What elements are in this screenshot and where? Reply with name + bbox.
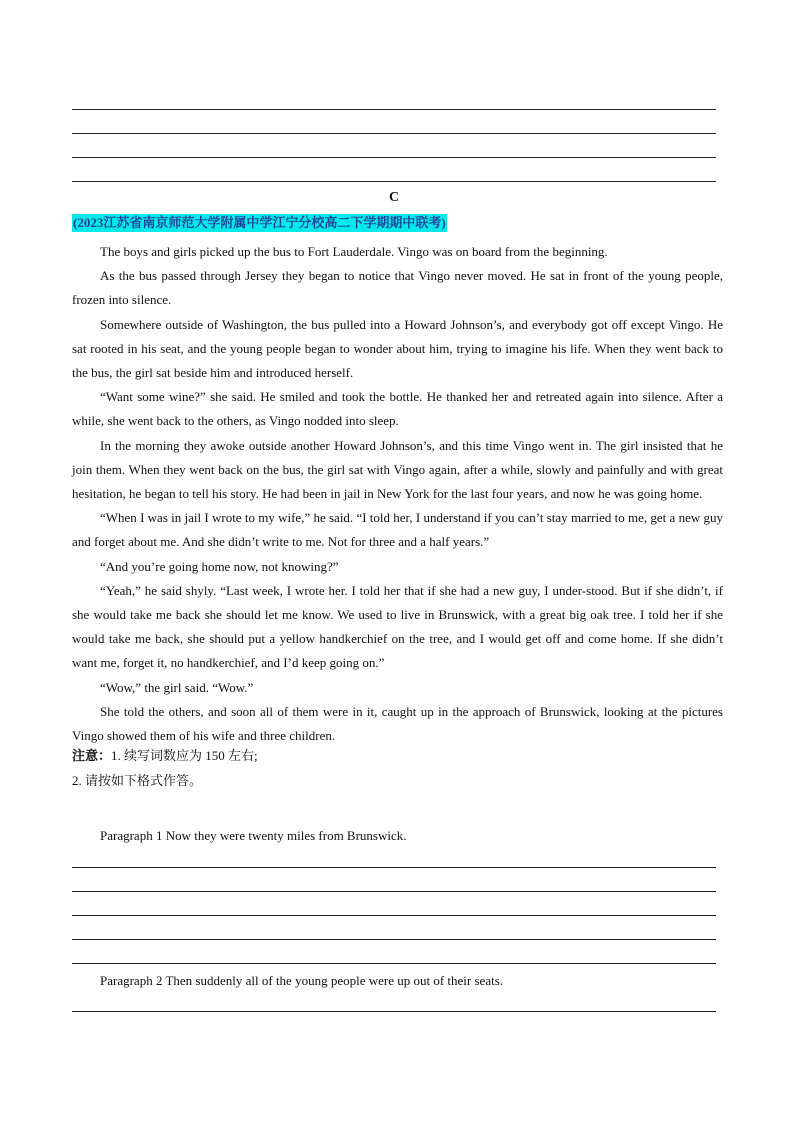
story-paragraph: “Wow,” the girl said. “Wow.” xyxy=(100,679,254,695)
story-text xyxy=(72,240,723,748)
instructions xyxy=(72,744,716,793)
answer-line xyxy=(72,133,716,134)
story-paragraph: “Want some wine?” she said. He smiled and took the bottle. He thanked her and retreated again into silence. After a while, she went back to the others, as Vingo nodded into sleep. xyxy=(72,389,723,429)
instruction-label: 注意： xyxy=(72,748,112,763)
story-paragraph: As the bus passed through Jersey they began to notice that Vingo never moved. He sat in front of the young people, frozen into silence. xyxy=(72,268,723,308)
answer-line[interactable] xyxy=(72,939,716,940)
story-paragraph: She told the others, and soon all of them were in it, caught up in the approach of Brunswick, looking at the pictures Vingo showed them of his wife and three children. xyxy=(72,703,723,744)
answer-line xyxy=(72,109,716,110)
source-citation: (2023江苏省南京师范大学附属中学江宁分校高二下学期期中联考) xyxy=(73,215,446,230)
story-paragraph: “When I was in jail I wrote to my wife,” he said. “I told her, I understand if you can’t stay married to me, get a new guy and forget about me. And she didn’t write to me. Not for three and a half years.” xyxy=(72,510,723,550)
instruction-item-2: 2. 请按如下格式作答。 xyxy=(72,772,203,788)
story-paragraph: The boys and girls picked up the bus to Fort Lauderdale. Vingo was on board from the beginning. xyxy=(100,244,608,259)
story-paragraph: Somewhere outside of Washington, the bus pulled into a Howard Johnson’s, and everybody got off except Vingo. He sat rooted in his seat, and the young people began to wonder about him, trying to imagine his life. When they went back to the bus, the girl sat beside him and introduced herself. xyxy=(72,316,723,381)
answer-line[interactable] xyxy=(72,1011,716,1012)
document-page xyxy=(72,0,723,1123)
answer-line[interactable] xyxy=(72,891,716,892)
story-paragraph: “And you’re going home now, not knowing?” xyxy=(100,558,339,574)
section-heading: C xyxy=(388,190,400,205)
paragraph-1-prompt: Paragraph 1 Now they were twenty miles from Brunswick. xyxy=(100,828,407,843)
answer-line[interactable] xyxy=(72,915,716,916)
answer-line xyxy=(72,157,716,158)
answer-line[interactable] xyxy=(72,963,716,964)
instruction-item-1: 注意：1. 续写词数应为 150 左右; xyxy=(72,748,258,763)
story-paragraph: In the morning they awoke outside another Howard Johnson’s, and this time Vingo went in. The girl insisted that he join them. When they went back on the bus, the girl sat with Vingo again, after a while, slowly and painfully and with great hesitation, he began to tell his story. He had been in jail in New York for the last four years, and now he was going home. xyxy=(72,437,723,502)
answer-line xyxy=(72,181,716,182)
paragraph-2-prompt: Paragraph 2 Then suddenly all of the young people were up out of their seats. xyxy=(100,973,504,988)
answer-line[interactable] xyxy=(72,867,716,868)
story-paragraph: “Yeah,” he said shyly. “Last week, I wrote her. I told her that if she had a new guy, I under-stood. But if she didn’t, if she would take me back she should let me know. We used to live in Brunswick, with a great big oak tree. I told her if she would take me back, she should put a yellow handkerchief on the tree, and I would get off and come home. If she didn’t want me, forget it, no handkerchief, and I’d keep going on.” xyxy=(72,582,723,671)
